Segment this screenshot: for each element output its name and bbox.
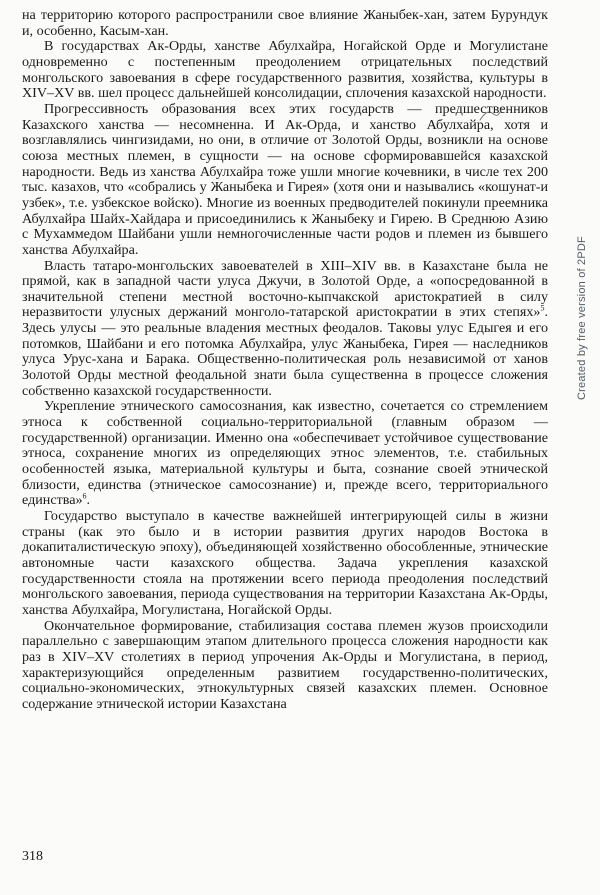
body-text [22, 8, 548, 713]
paragraph-continuation: на территорию которого распространили свое влияние Жаныбек-хан, затем Бурундук и, особенно, Касым-хан. [22, 7, 548, 39]
footnote-ref-6: 6 [82, 491, 87, 501]
paragraph-progressiveness: Прогрессивность образования всех этих государств — предшественников Казахского ханства — несомненна. И Ак-Орда, и ханство Абулхайра, хотя и возглавлялись чингизидами, но они, в отличие от Золотой Орды, возникли на основе союза местных племен, в сущности — на основе сформировавшейся казахской народности. Ведь из ханства Абулхайра тоже ушли многие кочевники, в числе тех 200 тыс. казахов, что «собрались у Жаныбека и Гирея» (хотя они и назывались «кошунат-и узбек», т.е. узбекское войско). Многие из военных предводителей покинули преемника Абулхайра Шайх-Хайдара и присоединились к Жаныбеку и Гирею. В Среднюю Азию с Мухаммедом Шайбани ушли немногочисленные части родов и племен из бывшего ханства Абулхайра. [22, 100, 548, 258]
paragraph-formation: Окончательное формирование, стабилизация состава племен жузов происходили параллельно с завершающим этапом длительного процесса сложения народности как раз в XIV–XV столетиях в период упрочения Ак-Орды и Могулистана, в период, характеризующийся определенным развитием государственно-политических, социально-экономических, этнокультурных связей казахских племен. Основное содержание этнической истории Казахстана [22, 617, 548, 712]
page-number: 318 [22, 849, 43, 864]
document-page: на территорию которого распространили свое влияние Жаныбек-хан, затем Бурундук и, особенно, Касым-хан. В государствах Ак-Орды, ханстве Абулхайра, Ногайской Орде и Могулистане одновременно с постепенным преодолением отрицательных последствий монгольского завоевания в сфере государственного развития, хозяйства, культуры в XIV–XV вв. шел процесс дальнейшей консолидации, сплочения казахской народности. Прогрессивность образования всех этих государств — предшественников Казахского ханства — несомненна. И Ак-Орда, и ханство Абулхайра, хотя и возглавлялись чингизидами, но они, в отличие от Золотой Орды, возникли на основе союза местных племен, в сущности — на основе сформировавшейся казахской народности. Ведь из ханства Абулхайра тоже ушли многие кочевники, в числе тех 200 тыс. казахов, что «собрались у Жаныбека и Гирея» (хотя они и назывались «кошунат-и узбек», т.е. узбекское войско). Многие из военных предводителей покинули преемника Абулхайра Шайх-Хайдара и присоединились к Жаныбеку и Гирею. В Среднюю Азию с Мухаммедом Шайбани ушли немногочисленные части родов и племен из бывшего ханства Абулхайра. Власть татаро-монгольских завоевателей в XIII–XIV вв. в Казахстане была не прямой, как в западной части улуса Джучи, в Золотой Орде, а «опосредованной в значительной степени местной восточно-кыпчакской аристократией в силу неразвитости улусных держаний монголо-татарской аристократии в этих степях»$^5$. Здесь улусы — это реальные владения местных феодалов. Таковы улус Едыгея и его потомков, Шайбани и его потомка Абулхайра, улус Жаныбека, Гирея — наследников улуса Урус-хана и Барака. Общественно-политическая роль независимой от ханов Золотой Орды местной феодальной знати была существенна в процессе сложения собственно казахской государственности. Укрепление этнического самосознания, как известно, сочетается со стремлением этноса к собственной социально-территориальной (главным образом — государственной) организации. Именно она «обеспечивает устойчивое существование этноса, сохранение многих из определяющих этнос элементов, т.е. стабильных особенностей языка, материальной культуры и быта, сознание своей этнической близости, единства (этническое самосознание) и, прежде всего, территориального единства»$^6$. Государство выступало в качестве важнейшей интегрирующей силы в жизни страны (как это было и в истории развития других народов Востока в докапиталистическую эпоху), объединяющей хозяйственно обособленные, этнические автономные части казахского общества. Задача укрепления казахской государственности стояла на протяжении всего периода преодоления последствий монгольского завоевания, периода существования на территории Казахстана Ак-Орды, ханства Абулхайра, Могулистана, Ногайской Орды. Окончательное формирование, стабилизация состава племен жузов происходили параллельно с завершающим этапом длительного процесса сложения народности как раз в XIV–XV столетиях в период упрочения Ак-Орды и Могулистана, в период, характеризующийся определенным развитием государственно-политических, социально-экономических, этнокультурных связей казахских племен. Основное содержание этнической истории Казахстана 318 Created by free version of 2PDF [0, 0, 600, 895]
paragraph-power: Власть татаро-монгольских завоевателей в XIII–XIV вв. в Казахстане была не прямой, как в западной части улуса Джучи, в Золотой Орде, а «опосредованной в значительной степени местной восточно-кыпчакской аристократией в силу неразвитости улусных держаний монголо-татарской аристократии в этих степях»$^5$. Здесь улусы — это реальные владения местных феодалов. Таковы улус Едыгея и его потомков, Шайбани и его потомка Абулхайра, улус Жаныбека, Гирея — наследников улуса Урус-хана и Барака. Общественно-политическая роль независимой от ханов Золотой Орды местной феодальной знати была существенна в процессе сложения собственно казахской государственности. [22, 257, 548, 399]
paragraph-self-awareness: Укрепление этнического самосознания, как известно, сочетается со стремлением этноса к собственной социально-территориальной (главным образом — государственной) организации. Именно она «обеспечивает устойчивое существование этноса, сохранение многих из определяющих этнос элементов, т.е. стабильных особенностей языка, материальной культуры и быта, сознание своей этнической близости, единства (этническое самосознание) и, прежде всего, территориального единства»$^6$. [22, 398, 548, 509]
paragraph-state: Государство выступало в качестве важнейшей интегрирующей силы в жизни страны (как это было и в истории развития других народов Востока в докапиталистическую эпоху), объединяющей хозяйственно обособленные, этнические автономные части казахского общества. Задача укрепления казахской государственности стояла на протяжении всего периода преодоления последствий монгольского завоевания, периода существования на территории Казахстана Ак-Орды, ханства Абулхайра, Могулистана, Ногайской Орды. [22, 508, 548, 618]
pen-mark-icon [478, 104, 504, 124]
footnote-ref-5: 5 [540, 303, 545, 313]
paragraph-consolidation: В государствах Ак-Орды, ханстве Абулхайра, Ногайской Орде и Могулистане одновременно с постепенным преодолением отрицательных последствий монгольского завоевания в сфере государственного развития, хозяйства, культуры в XIV–XV вв. шел процесс дальнейшей консолидации, сплочения казахской народности. [22, 38, 548, 102]
